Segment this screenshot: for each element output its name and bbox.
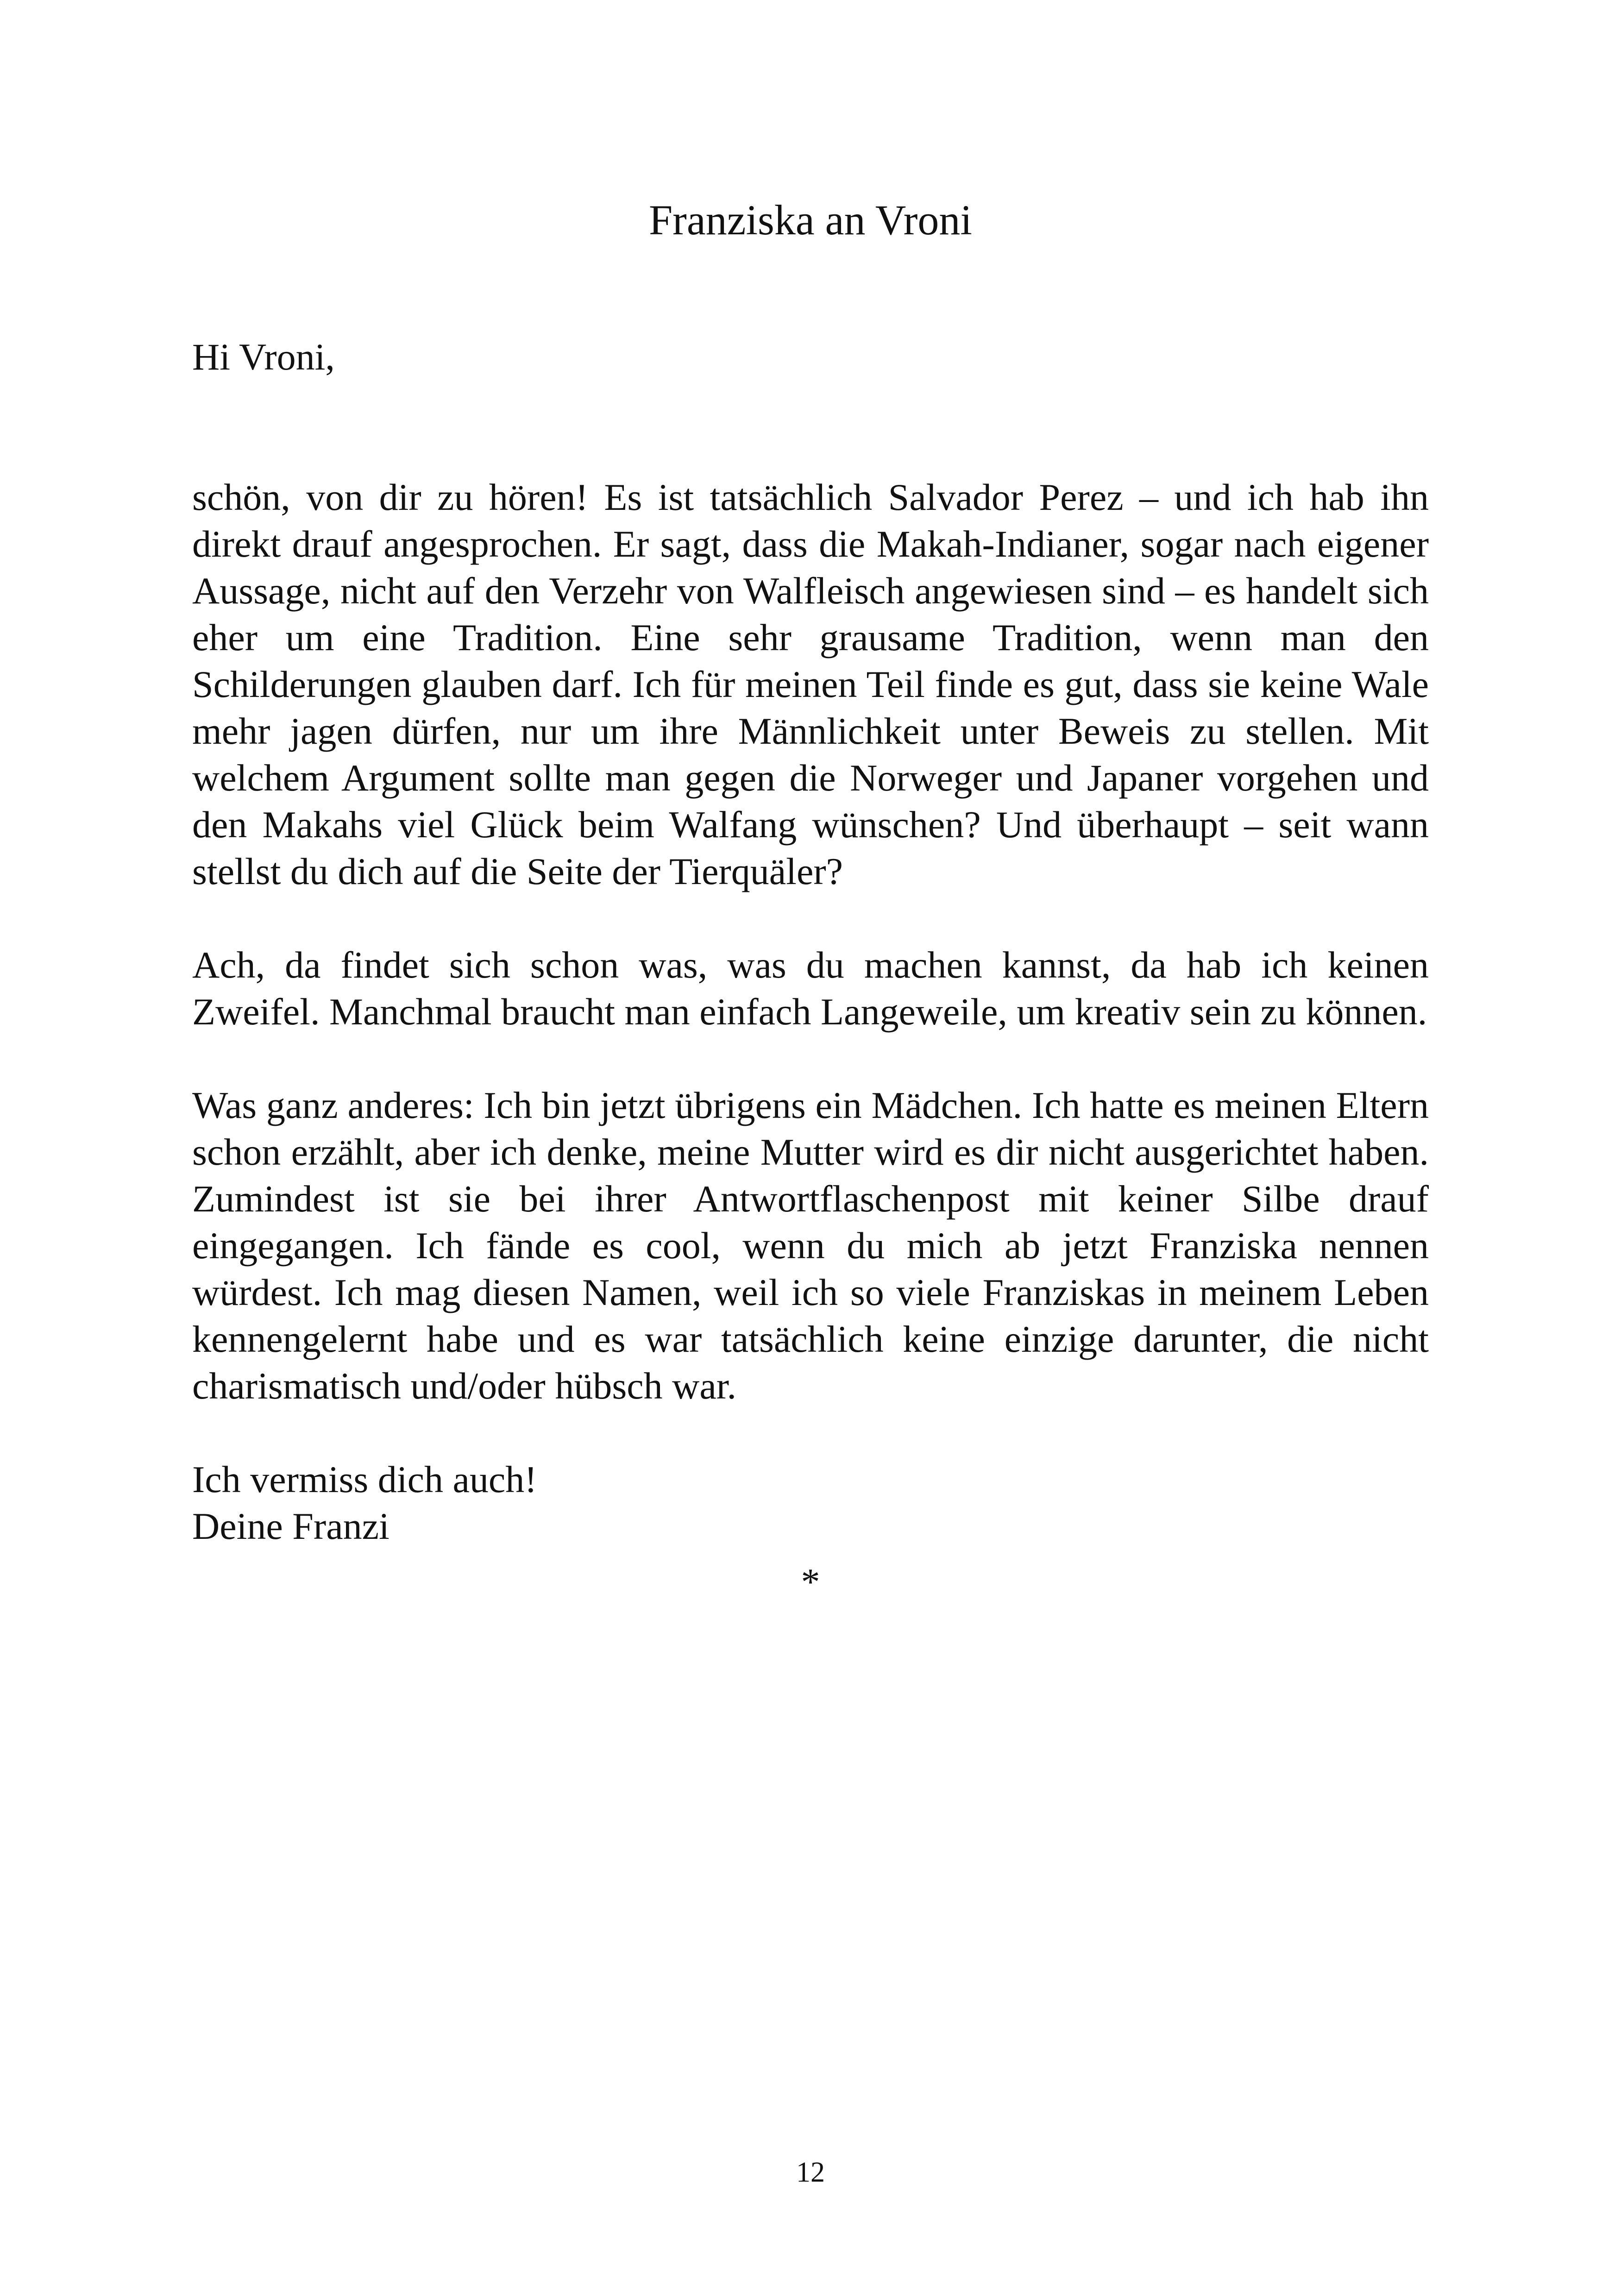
letter-paragraph-1: schön, von dir zu hören! Es ist tatsächlich Salvador Perez – und ich hab ihn direkt drauf angesprochen. Er sagt, dass die Makah-Indianer, sogar nach eigener Aussage, nicht auf den Verzehr von Walfleisch angewiesen sind – es handelt sich eher um eine Tradition. Eine sehr grausame Tradition, wenn man den Schilderungen glauben darf. Ich für meinen Teil finde es gut, dass sie keine Wale mehr jagen dürfen, nur um ihre Männlichkeit unter Beweis zu stellen. Mit welchem Argument sollte man gegen die Norweger und Japaner vorgehen und den Makahs viel Glück beim Walfang wünschen? Und überhaupt – seit wann stellst du dich auf die Seite der Tierquäler? [192,476,1429,892]
letter-paragraph-2: Ach, da findet sich schon was, was du machen kannst, da hab ich keinen Zweifel. Manchmal braucht man einfach Langeweile, um kreativ sein zu können. [192,944,1429,1033]
letter-body [192,333,1429,1549]
letter-closing: Ich vermiss dich auch! [192,1458,537,1500]
letter-title: Franziska an Vroni [649,196,972,244]
page-number: 12 [796,2157,825,2188]
letter-greeting: Hi Vroni, [192,336,335,378]
letter-signature: Deine Franzi [192,1505,390,1547]
section-separator: * [801,1561,820,1603]
letter-paragraph-3: Was ganz anderes: Ich bin jetzt übrigens ein Mädchen. Ich hatte es meinen Eltern schon erzählt, aber ich denke, meine Mutter wird es dir nicht ausgerichtet haben. Zumindest ist sie bei ihrer Antwortflaschenpost mit keiner Silbe drauf eingegangen. Ich fände es cool, wenn du mich ab jetzt Franziska nennen würdest. Ich mag diesen Namen, weil ich so viele Franziskas in meinem Leben kennengelernt habe und es war tatsächlich keine einzige darunter, die nicht charismatisch und/oder hübsch war. [192,1084,1429,1407]
